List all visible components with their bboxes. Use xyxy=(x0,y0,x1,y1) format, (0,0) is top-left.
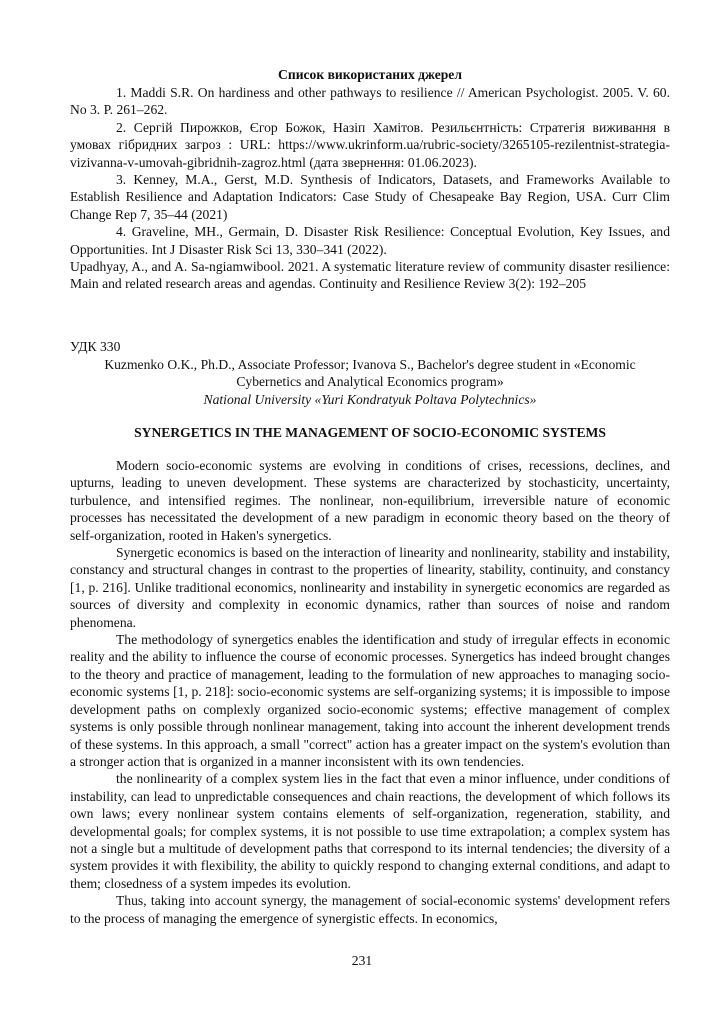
reference-item: 4. Graveline, MH., Germain, D. Disaster Risk Resilience: Conceptual Evolution, Key Issues, and Opportunities. Int J Disaster Risk Sci 13, 330–341 (2022). xyxy=(70,224,670,257)
reference-item: 1. Maddi S.R. On hardiness and other pathways to resilience // American Psychologist. 2005. V. 60. No 3. P. 261–262. xyxy=(70,85,670,118)
reference-item: Upadhyay, A., and A. Sa-ngiamwibool. 2021. A systematic literature review of community disaster resilience: Main and related research areas and agendas. Continuity and Resilience Review 3(2): 192–205 xyxy=(70,259,670,292)
article-body xyxy=(70,457,670,927)
body-paragraph: The methodology of synergetics enables the identification and study of irregular effects in economic reality and the ability to influence the course of economic processes. Synergetics has indeed brought changes to the theory and practice of management, leading to the formulation of new approaches to managing socio-economic systems [1, p. 218]: socio-economic systems are self-organizing systems; it is impossible to impose development paths on complexly organized socio-economic systems; effective management of complex systems is only possible through nonlinear management, taking into account the inherent development trends of these systems. In this approach, a small "correct" action has a greater impact on the system's evolution than a stronger action that is organized in a manner inconsistent with its own tendencies. xyxy=(70,632,670,769)
authors-line: Cybernetics and Analytical Economics program» xyxy=(236,374,504,390)
page-number: 231 xyxy=(351,953,373,968)
affiliation: National University «Yuri Kondratyuk Poltava Polytechnics» xyxy=(203,391,537,407)
authors-line: Kuzmenko O.K., Ph.D., Associate Professor; Ivanova S., Bachelor's degree student in «Economic xyxy=(104,357,636,372)
article-title: SYNERGETICS IN THE MANAGEMENT OF SOCIO-ECONOMIC SYSTEMS xyxy=(134,425,606,440)
body-paragraph: Thus, taking into account synergy, the management of social-economic systems' development refers to the process of managing the emergence of synergistic effects. In economics, xyxy=(70,893,670,926)
body-paragraph: Synergetic economics is based on the interaction of linearity and nonlinearity, stability and instability, constancy and structural changes in contrast to the properties of linearity, stability, continuity, and constancy [1, p. 216]. Unlike traditional economics, nonlinearity and instability in synergetic economics are regarded as sources of diversity and complexity in economic dynamics, rather than sources of noise and random phenomena. xyxy=(70,545,670,630)
reference-item: 3. Kenney, M.A., Gerst, M.D. Synthesis of Indicators, Datasets, and Frameworks Available to Establish Resilience and Adaptation Indicators: Case Study of Chesapeake Bay Region, USA. Curr Clim Change Rep 7, 35–44 (2021) xyxy=(70,172,670,222)
body-paragraph: the nonlinearity of a complex system lies in the fact that even a minor influence, under conditions of instability, can lead to unpredictable consequences and chain reactions, the development of which follows its own laws; every nonlinear system contains elements of self-organization, regeneration, stability, and developmental goals; for complex systems, it is not possible to use time extrapolation; a complex system has not a single but a multitude of development paths that correspond to its internal tendencies; the diversity of a system provides it with flexibility, the ability to quickly respond to changing external conditions, and adapt to them; closedness of a system impedes its evolution. xyxy=(70,771,670,891)
reference-item: 2. Сергій Пирожков, Єгор Божок, Назіп Хамітов. Резильєнтність: Стратегія виживання в умовах гібридних загроз : URL: https://www.ukrinform.ua/rubric-society/3265105-rezilentnist-strategia-vizivanna-v-umovah-gibridnih-zagroz.html (дата звернення: 01.06.2023). xyxy=(70,119,670,170)
references-heading: Список використаних джерел xyxy=(278,67,462,82)
udk-code: УДК 330 xyxy=(70,339,121,354)
references-list xyxy=(70,84,670,293)
body-paragraph: Modern socio-economic systems are evolving in conditions of crises, recessions, declines, and upturns, leading to uneven development. These systems are characterized by stochasticity, uncertainty, turbulence, and intensified regimes. The nonlinear, non-equilibrium, irreversible nature of economic processes has necessitated the development of a new paradigm in economic theory based on the theory of self-organization, rooted in Haken's synergetics. xyxy=(70,458,670,543)
article-authors xyxy=(70,356,670,408)
